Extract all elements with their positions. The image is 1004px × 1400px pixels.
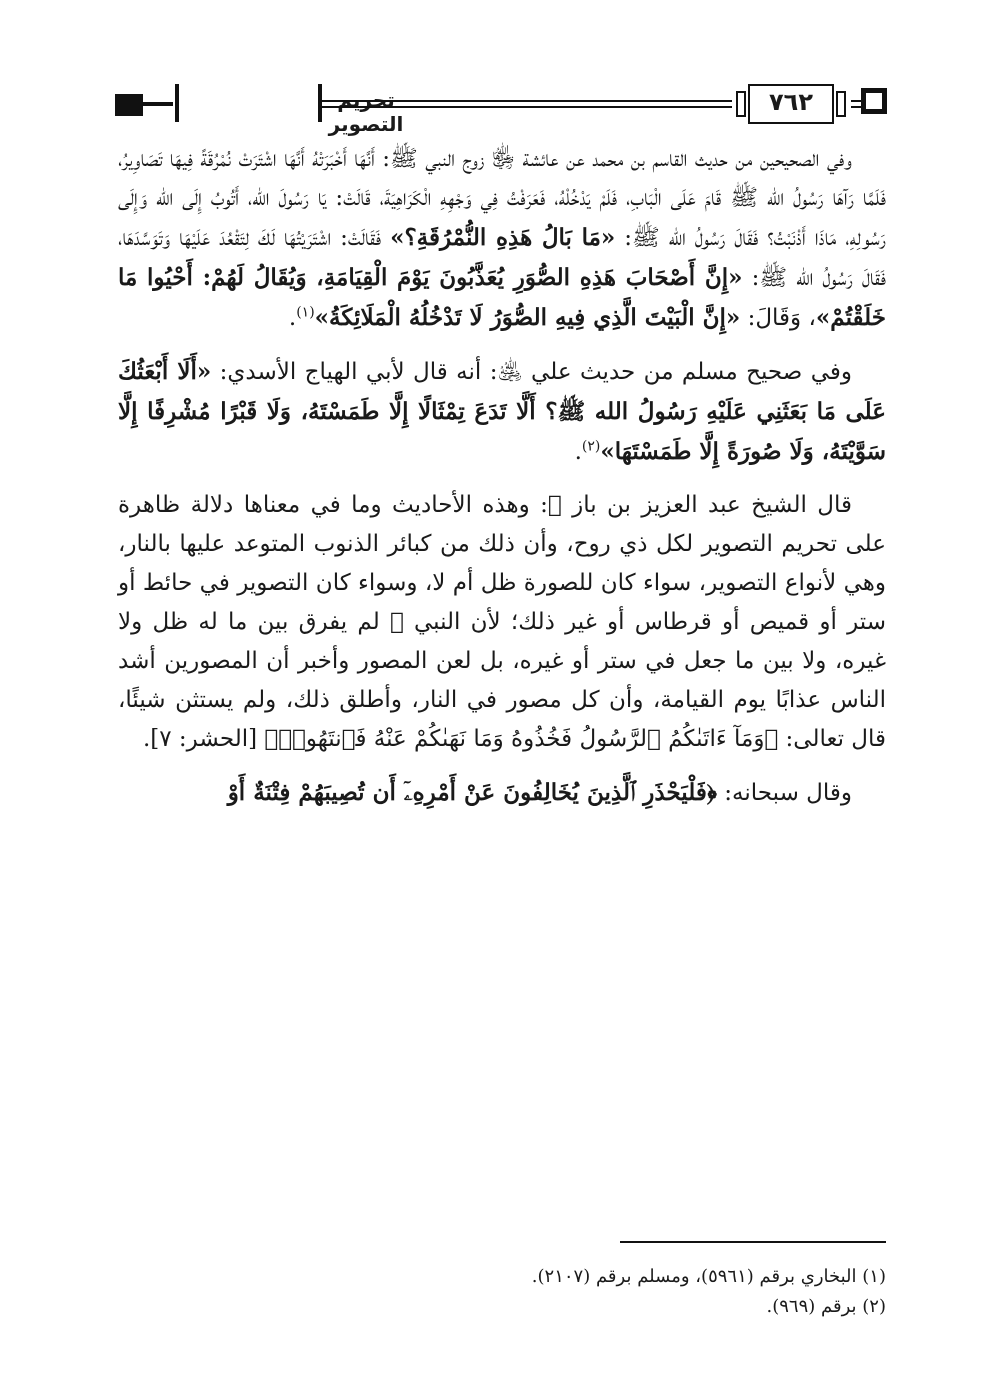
page-header: [115, 78, 887, 136]
hadith-text: فَقَالَتْ: اشْتَرَيْتُهَا لَكَ لِتَقْعُدَ عَلَيْهَا وَتَوَسَّدَهَا، فَقَالَ رَسُولُ الله ﷺ:: [118, 225, 886, 291]
text-segment: ، وَقَالَ:: [740, 305, 816, 331]
hadith-quote: «إِنَّ الْبَيْتَ الَّذِي فِيهِ الصُّوَرُ لَا تَدْخُلُهُ الْمَلَائِكَةُ»: [314, 304, 741, 331]
header-rule-right: [851, 100, 861, 108]
footnote-1: (١) البخاري برقم (٥٩٦١)، ومسلم برقم (٢١٠٧).: [531, 1266, 886, 1287]
header-ornament-right: [861, 88, 887, 114]
chapter-title: تحريم التصوير: [328, 88, 404, 136]
header-rule-middle: [322, 100, 732, 108]
footnotes: [118, 1262, 886, 1322]
paragraph-aisha-hadith: [118, 140, 886, 338]
hadith-text: أَنَّهَا أَخْبَرَتْهُ أَنَّهَا اشْتَرَتْ نُمْرُقَةً فِيهَا تَصَاوِيرُ، فَلَمَّا رَآهَا رَسُولُ الله ﷺ قَامَ عَلَى الْبَابِ، فَلَمْ يَدْخُلْهُ، فَعَرَفْتُ فِي وَجْهِهِ الْكَرَاهِيَةَ، قَالَتْ: يَا رَسُولَ الله، أَتُوبُ إِلَى الله وَإِلَى رَسُولِهِ، مَاذَا أَذْنَبْتُ؟ فَقَالَ رَسُولُ الله ﷺ:: [118, 146, 886, 251]
footnote-ref[interactable]: (١): [296, 304, 315, 321]
text-segment: وقال سبحانه:: [717, 780, 852, 806]
paragraph-quran-verse: [118, 773, 886, 813]
footnote-divider: [620, 1241, 886, 1243]
hadith-quote: «أَلَا أَبْعَثُكَ عَلَى مَا بَعَثَنِي عَلَيْهِ رَسُولُ الله ﷺ؟ أَلَّا تَدَعَ تِمْثَالًا إِلَّا طَمَسْتَهُ، وَلَا قَبْرًا مُشْرِفًا إِلَّا سَوَّيْتَهُ، وَلَا صُورَةً إِلَّا طَمَسْتَهَا»: [118, 358, 886, 465]
text-segment: وفي الصحيحين من حديث القاسم بن محمد عن عائشة ﵂ زوج النبي ﷺ:: [374, 146, 853, 172]
footnote-2: (٢) برقم (٩٦٩).: [766, 1296, 886, 1317]
header-rule-left: [143, 102, 173, 106]
page-number: ٧٦٢: [769, 88, 813, 116]
quran-verse: ﴿فَلْيَحْذَرِ ٱلَّذِينَ يُخَالِفُونَ عَنْ أَمْرِهِۦٓ أَن تُصِيبَهُمْ فِتْنَةٌ أَوْ: [227, 779, 717, 806]
paragraph-ali-hadith: [118, 352, 886, 472]
footnote-ref[interactable]: (٢): [581, 438, 601, 455]
text-segment: وفي صحيح مسلم من حديث علي ﵁: أنه قال لأبي الهياج الأسدي:: [211, 359, 852, 385]
main-text: [118, 140, 886, 813]
paragraph-ibn-baz: قال الشيخ عبد العزيز بن باز ﵀: وهذه الأحاديث وما في معناها دلالة ظاهرة على تحريم التصوير لكل ذي روح، وأن ذلك من كبائر الذنوب المتوعد عليها بالنار، وهي لأنواع التصوير، سواء كان للصورة ظل أم لا، وسواء كان التصوير في حائط أو ستر أو قميص أو قرطاس أو غير ذلك؛ لأن النبي ﷺ لم يفرق بين ما له ظل ولا غيره، ولا بين ما جعل في ستر أو غيره، بل لعن المصور وأخبر أن المصورين أشد الناس عذابًا يوم القيامة، وأن كل مصور في النار، وأطلق ذلك، ولم يستثن شيئًا، قال تعالى: ﴿وَمَآ ءَاتَىٰكُمُ ٱلرَّسُولُ فَخُذُوهُ وَمَا نَهَىٰكُمْ عَنْهُ فَٱنتَهُوا۟﴾ [الحشر: ٧].: [118, 492, 886, 752]
header-bar: [175, 84, 179, 122]
header-ornament-left: [115, 94, 143, 116]
hadith-quote: «مَا بَالُ هَذِهِ النُّمْرُقَةِ؟»: [390, 224, 616, 251]
hadith-quote: «إِنَّ أَصْحَابَ هَذِهِ الصُّوَرِ يُعَذَّبُونَ يَوْمَ الْقِيَامَةِ، وَيُقَالُ لَهُمْ: أَحْيُوا مَا خَلَقْتُمْ»: [118, 264, 886, 331]
text-segment: .: [288, 305, 297, 331]
text-segment: .: [574, 439, 582, 465]
